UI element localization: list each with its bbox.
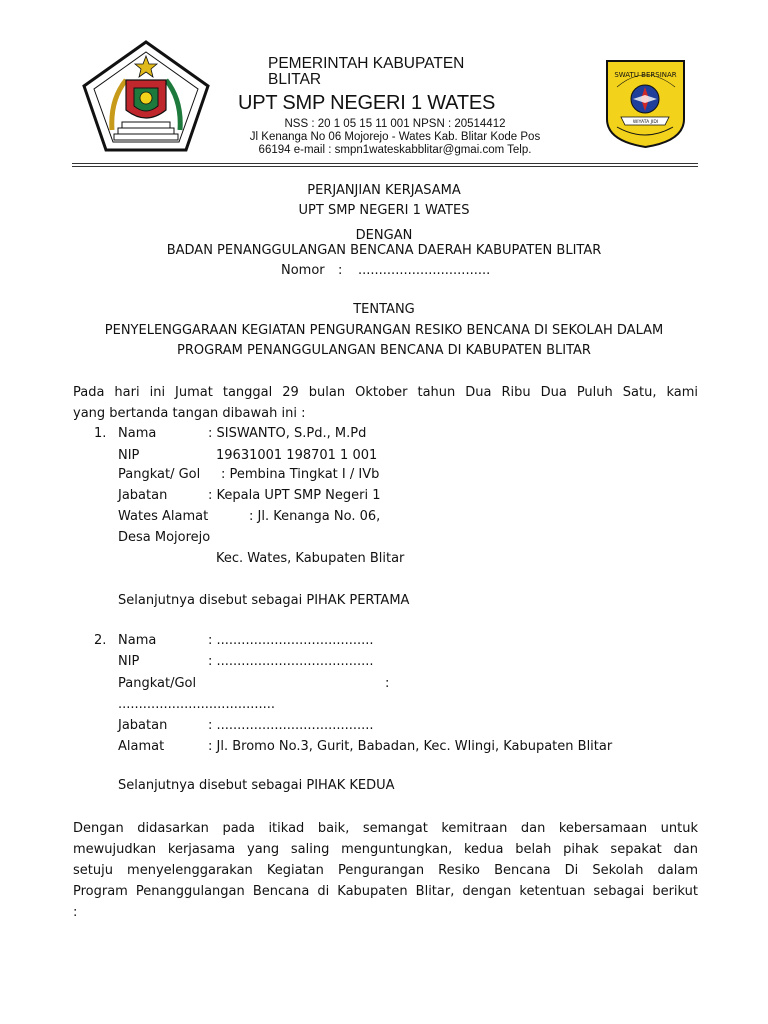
party2-jabatan-label: Jabatan — [118, 718, 168, 733]
letterhead-line1: PEMERINTAH KABUPATEN — [268, 55, 465, 72]
nomor-sep: : — [338, 263, 343, 278]
party2-nama-label: Nama — [118, 633, 157, 648]
party2-number: 2. — [94, 633, 107, 648]
nomor-label: Nomor — [281, 263, 325, 278]
party2-pangkat-label: Pangkat/Gol — [118, 676, 197, 691]
letterhead-line2: BLITAR — [268, 71, 322, 88]
closing-line5: : — [73, 905, 78, 920]
party1-pangkat-label: Pangkat/ Gol — [118, 467, 201, 482]
party1-jabatan-label: Jabatan — [118, 488, 168, 503]
party2-nip-label: NIP — [118, 654, 140, 669]
tentang-heading: TENTANG — [353, 302, 415, 317]
intro-paragraph — [73, 382, 698, 424]
party1-nama-value: : SISWANTO, S.Pd., M.Pd — [208, 426, 367, 441]
emblem-top-text: SWATU BERSINAR — [614, 71, 677, 79]
school-emblem-logo — [603, 57, 688, 149]
party1-nama-label: Nama — [118, 426, 157, 441]
party2-designation: Selanjutnya disebut sebagai PIHAK KEDUA — [118, 778, 395, 793]
party1-alamat-value: : Jl. Kenanga No. 06, — [249, 509, 381, 524]
party2-pangkat-sep: : — [385, 676, 390, 691]
school-email: 66194 e-mail : smpn1wateskabblitar@gmai.com Telp. — [258, 144, 532, 156]
closing-line3: setuju menyelenggarakan Kegiatan Pengurangan Resiko Bencana Di Sekolah dalam — [73, 863, 698, 878]
party1-alamat-cont2: Kec. Wates, Kabupaten Blitar — [216, 551, 405, 566]
subject-line1: PENYELENGGARAAN KEGIATAN PENGURANGAN RESIKO BENCANA DI SEKOLAH DALAM — [104, 323, 664, 338]
letterhead-rule-top — [72, 163, 698, 164]
party1-designation: Selanjutnya disebut sebagai PIHAK PERTAMA — [118, 593, 410, 608]
intro-line2: yang bertanda tangan dibawah ini : — [73, 406, 306, 421]
party1-jabatan-value: : Kepala UPT SMP Negeri 1 — [208, 488, 381, 503]
party1-pangkat-value: : Pembina Tingkat I / IVb — [221, 467, 380, 482]
subject-line2: PROGRAM PENANGGULANGAN BENCANA DI KABUPATEN BLITAR — [177, 343, 591, 358]
party2-nama-value: : ...................................... — [208, 633, 374, 648]
party1-nip-label: NIP — [118, 448, 140, 463]
closing-line4: Program Penanggulangan Bencana di Kabupaten Blitar, dengan ketentuan sebagai berikut — [73, 884, 698, 899]
intro-line1: Pada hari ini Jumat tanggal 29 bulan Oktober tahun Dua Ribu Dua Puluh Satu, kami — [73, 385, 698, 400]
nomor-value: ................................ — [358, 263, 491, 278]
party2-pangkat-dots: ...................................... — [118, 697, 276, 712]
closing-line2: mewujudkan kerjasama yang saling menguntungkan, kedua belah pihak sepakat dan — [73, 842, 698, 857]
party2-alamat-value: : Jl. Bromo No.3, Gurit, Babadan, Kec. Wlingi, Kabupaten Blitar — [208, 739, 613, 754]
party1-nip-value: 19631001 198701 1 001 — [216, 448, 378, 463]
emblem-bottom-text: WIYATA JIDI — [632, 120, 659, 125]
closing-paragraph — [73, 818, 698, 923]
party1-number: 1. — [94, 426, 107, 441]
kabupaten-blitar-logo — [82, 40, 210, 152]
dengan-text: DENGAN — [355, 228, 413, 243]
party-school: UPT SMP NEGERI 1 WATES — [298, 203, 470, 218]
school-nss: NSS : 20 1 05 15 11 001 NPSN : 20514412 — [284, 118, 506, 130]
school-address: Jl Kenanga No 06 Mojorejo - Wates Kab. Blitar Kode Pos — [249, 131, 541, 143]
party2-alamat-label: Alamat — [118, 739, 165, 754]
party1-alamat-cont: Desa Mojorejo — [118, 530, 211, 545]
party-agency: BADAN PENANGGULANGAN BENCANA DAERAH KABUPATEN BLITAR — [166, 243, 602, 258]
letterhead-rule-bottom — [72, 166, 698, 167]
agreement-title: PERJANJIAN KERJASAMA — [307, 183, 461, 198]
party2-nip-value: : ...................................... — [208, 654, 374, 669]
party1-alamat-label: Wates Alamat — [118, 509, 209, 524]
party2-jabatan-value: : ...................................... — [208, 718, 374, 733]
school-name: UPT SMP NEGERI 1 WATES — [238, 92, 496, 114]
closing-line1: Dengan didasarkan pada itikad baik, semangat kemitraan dan kebersamaan untuk — [73, 821, 698, 836]
